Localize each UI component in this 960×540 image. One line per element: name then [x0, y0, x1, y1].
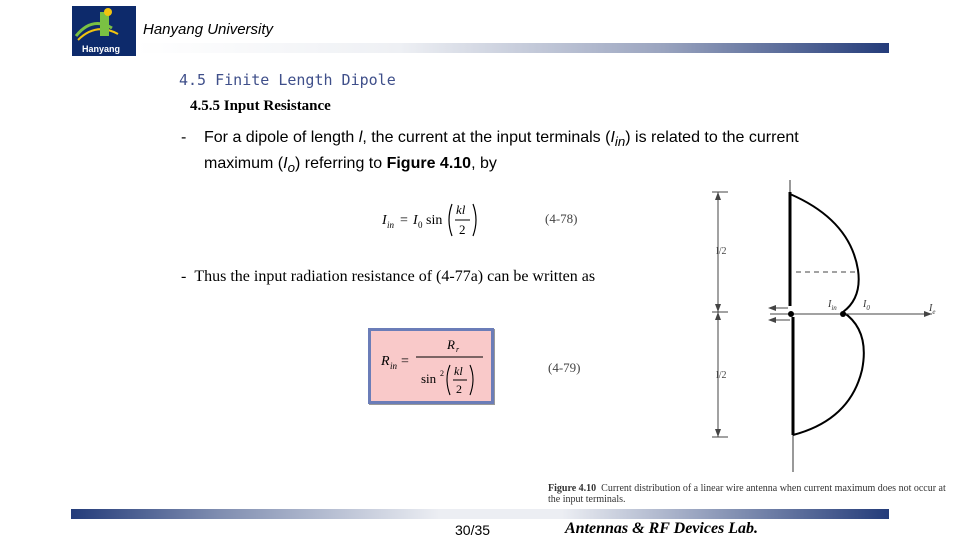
svg-text:R: R: [447, 337, 455, 352]
footer-bar: [71, 509, 889, 519]
svg-text:r: r: [456, 345, 460, 354]
bullet-2: [181, 268, 595, 286]
bullet-dash: -: [181, 129, 187, 146]
university-name: Hanyang University: [143, 21, 274, 38]
equation-4-79-box: [368, 328, 494, 404]
bullet-1-line-2: maximum $(I_o)$ referring to Figure 4.10, by: [204, 155, 497, 176]
header-bar: [136, 43, 889, 53]
svg-text:Ie: $I_e$: [929, 303, 936, 316]
subsection-title: 4.5.5 Input Resistance: [190, 98, 331, 114]
page-number: 30/35: [455, 522, 491, 538]
university-logo: [72, 6, 136, 56]
bullet-1-line-1: For a dipole of length l, the current at the input terminals $(I_{in})$ is related to the current: [204, 129, 799, 150]
svg-text:Hanyang: Hanyang: [82, 44, 121, 54]
bullet-1: [204, 127, 799, 179]
svg-text:l/2: l/2: [716, 246, 727, 257]
figure-4-10-diagram: [700, 180, 950, 485]
svg-text:Iin: $I_{in}$: [828, 299, 837, 312]
equation-4-78-label: (4-78): [545, 211, 578, 226]
svg-text:I: I: [382, 213, 387, 228]
equation-4-79-label: (4-79): [548, 360, 581, 375]
svg-text:I: I: [413, 213, 418, 228]
section-title: 4.5 Finite Length Dipole: [179, 71, 396, 89]
svg-text:sin: sin: [421, 371, 437, 386]
svg-text:=: =: [400, 213, 408, 228]
svg-text:sin: sin: [426, 213, 443, 228]
svg-text:=: =: [401, 354, 409, 369]
svg-text:2: 2: [440, 369, 444, 378]
svg-text:2: 2: [456, 382, 462, 396]
bullet-2-text: Thus the input radiation resistance of (4-77a) can be written as: [194, 268, 596, 285]
equation-4-78: [382, 198, 492, 247]
svg-text:0: 0: [418, 220, 423, 230]
svg-text:l/2: l/2: [716, 370, 727, 381]
svg-text:I0: $I_0$: [863, 299, 870, 312]
svg-text:R: R: [381, 354, 390, 369]
bullet-2-dash: -: [181, 268, 187, 285]
svg-text:2: 2: [459, 222, 466, 237]
figure-caption: Figure 4.10 Current distribution of a linear wire antenna when current maximum does not occur at the input terminals.: [548, 483, 946, 505]
svg-text:in: in: [390, 361, 398, 371]
svg-text:kl: kl: [456, 202, 466, 217]
svg-text:kl: kl: [454, 364, 463, 378]
svg-text:in: in: [387, 220, 395, 230]
lab-name: Antennas & RF Devices Lab.: [565, 520, 759, 537]
